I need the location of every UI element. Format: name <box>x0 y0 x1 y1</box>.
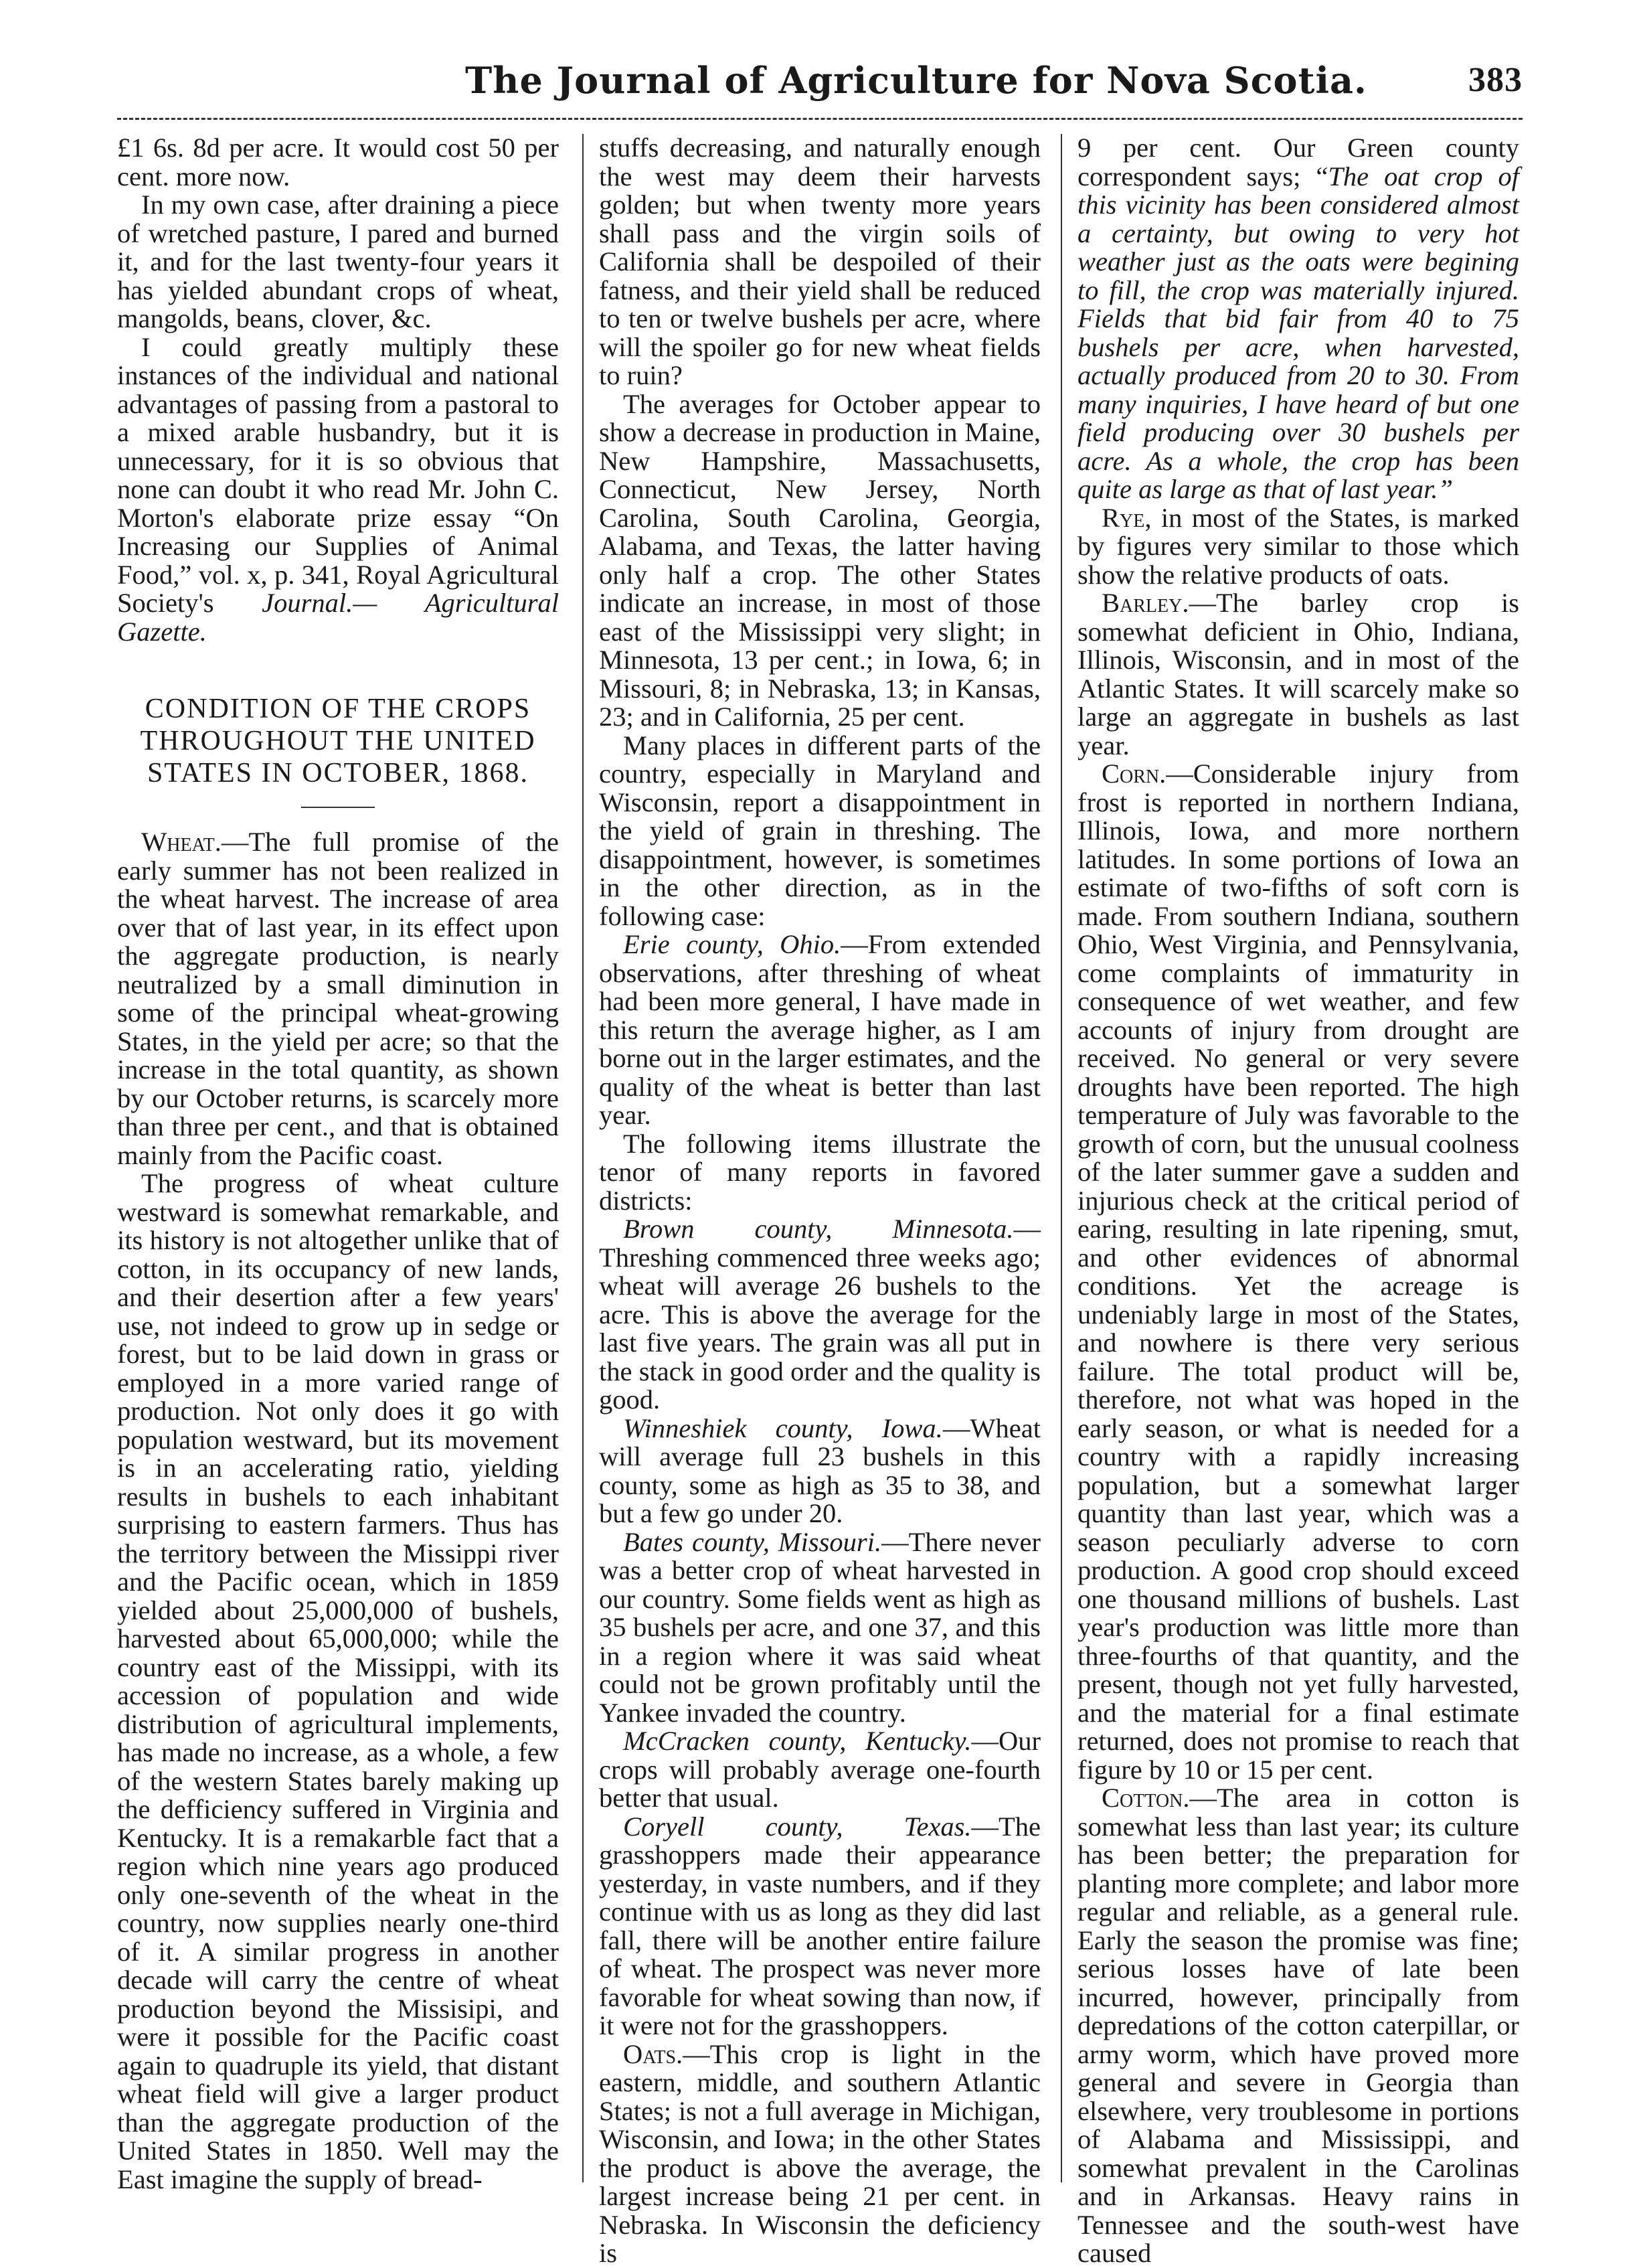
run-in-heading: Corn. <box>1102 758 1166 789</box>
paragraph <box>117 828 559 1169</box>
paragraph: Many places in different parts of the country, especially in Maryland and Wisconsin, report a disappointment in the yield of grain in threshing. The disappointment, however, is sometimes in the other direction, as in the following case: <box>599 732 1041 931</box>
paragraph-text: I could greatly multiply these instances of the individual and national advantages of passing from a pastoral to a mixed arable husbandry, but it is unnecessary, for it is so obvious that none can doubt it who read Mr. John C. Morton's elaborate prize essay “On Increasing our Supplies of Animal Food,” vol. x, p. 341, Royal Agricultural Society's <box>117 332 559 619</box>
paragraph: In my own case, after draining a piece of wretched pasture, I pared and burned it, and for the last twenty-four years it has yielded abundant crops of wheat, mangolds, beans, clover, &c. <box>117 191 559 333</box>
column-2 <box>599 134 1041 2182</box>
county-report <box>599 930 1041 1130</box>
report-text: —Threshing commenced three weeks ago; wheat will average 26 bushels to the acre. This is above the average for the last five years. The grain was all put in the stack in good order and the quality is good. <box>599 1214 1041 1414</box>
county-report <box>599 1528 1041 1728</box>
county-name: McCracken county, Kentucky. <box>623 1726 972 1756</box>
report-text: —Wheat will average full 23 bushels in this county, some as high as 35 to 38, and but a few go under 20. <box>599 1413 1041 1529</box>
paragraph-text: in most of the States, is marked by figures very similar to those which show the relative products of oats. <box>1077 503 1519 590</box>
paragraph-text: —Considerable injury from frost is reported in northern Indiana, Illinois, Iowa, and more northern latitudes. In some portions of Iowa an estimate of two-fifths of soft corn is made. From southern Indiana, southern Ohio, West Virginia, and Pennsylvania, come complaints of immaturity in consequence of wet weather, and few accounts of injury from drought are received. No general or very severe droughts have been reported. The high temperature of July was favorable to the growth of corn, but the unusual coolness of the later summer gave a sudden and injurious check at the critical period of earing, resulting in late ripening, smut, and other evidences of abnormal conditions. Yet the acreage is undeniably large in most of the States, and nowhere is there very serious failure. The total product will be, therefore, not what was hoped in the early season, or what is needed for a country with a rapidly increasing population, but a somewhat larger quantity than last year, which was a season peculiarly adverse to corn production. A good crop should exceed one thousand millions of bushels. Last year's production was little more than three-fourths of that quantity, and the present, though not yet fully harvested, and the material for a final estimate returned, does not promise to reach that figure by 10 or 15 per cent. <box>1077 758 1519 1785</box>
paragraph-text: 9 per cent. Our Green county correspondent says; “ <box>1077 133 1519 191</box>
county-name: Erie county, Ohio. <box>623 929 841 959</box>
paragraph: The progress of wheat culture westward is somewhat remarkable, and its history is not altogether unlike that of cotton, in its occupancy of new lands, and their desertion after a few years' use, not indeed to grow up in sedge or forest, but to be laid down in grass or employed in a more varied range of production. Not only does it go with population westward, but its movement is in an accelerating ratio, yielding results in bushels to each inhabitant surprising to eastern farmers. Thus has the territory between the Missippi river and the Pacific ocean, which in 1859 yielded about 25,000,000 of bushels, harvested about 65,000,000; while the country east of the Missippi, with its accession of population and wide distribution of agricultural implements, has made no increase, as a whole, a few of the western States barely making up the defficiency suffered in Virginia and Kentucky. It is a remakarble fact that a region which nine years ago produced only one-seventh of the wheat in the country, now supplies nearly one-third of it. A similar progress in another decade will carry the centre of wheat production beyond the Missisipi, and were it possible for the Pacific coast again to quadruple its yield, that distant wheat field will give a larger product than the aggregate production of the United States in 1850. Well may the East imagine the supply of bread- <box>117 1169 559 2194</box>
county-report <box>599 1727 1041 1813</box>
column-3 <box>1077 134 1519 2182</box>
report-text: —From extended observations, after threshing of wheat had been more general, I have made in this return the average higher, as I am borne out in the larger estimates, and the quality of the wheat is better than last year. <box>599 929 1041 1130</box>
county-report <box>599 1813 1041 2040</box>
paragraph-text: —The full promise of the early summer has not been realized in the wheat harvest. The increase of area over that of last year, in its effect upon the aggregate production, is nearly neutralized by a small diminution in some of the principal wheat-growing States, in the yield per acre; so that the increase in the total quantity, as shown by our October returns, is scarcely more than three per cent., and that is obtained mainly from the Pacific coast. <box>117 827 559 1170</box>
paragraph <box>1077 589 1519 760</box>
county-name: Coryell county, Texas. <box>623 1811 972 1842</box>
run-in-heading: Wheat. <box>141 827 222 857</box>
paragraph-text: —The area in cotton is somewhat less than last year; its culture has been better; the preparation for planting more complete; and labor more regular and reliable, as a general rule. Early the season the promise was fine; serious losses have of late been incurred, however, principally from depredations of the cotton caterpillar, or army worm, which have proved more general and severe in Georgia than elsewhere, very troublesome in portions of Alabama and Mississippi, and somewhat prevalent in the Carolinas and in Arkansas. Heavy rains in Tennessee and the south-west have caused <box>1077 1783 1519 2268</box>
page-number: 383 <box>1468 60 1523 100</box>
page-header <box>117 59 1523 112</box>
county-name: Brown county, Minnesota. <box>623 1214 1014 1244</box>
county-name: Winneshiek county, Iowa. <box>623 1413 943 1443</box>
article-title: CONDITION OF THE CROPS THROUGHOUT THE UNITED STATES IN OCTOBER, 1868. <box>117 693 559 789</box>
paragraph <box>599 2040 1041 2268</box>
column-1 <box>117 134 559 2182</box>
run-in-heading: Rye, <box>1102 503 1151 533</box>
paragraph <box>1077 504 1519 590</box>
source-citation: Agricultural Gazette. <box>117 588 559 647</box>
county-report <box>599 1215 1041 1414</box>
paragraph <box>1077 1784 1519 2268</box>
paragraph: The averages for October appear to show a decrease in production in Maine, New Hampshire, Massachusetts, Connecticut, New Jersey, North Carolina, South Carolina, Georgia, Alabama, and Texas, the latter having only half a crop. The other States indicate an increase, in most of those east of the Mississippi very slight; in Minnesota, 13 per cent.; in Iowa, 6; in Missouri, 8; in Nebraska, 13; in Kansas, 23; and in California, 25 per cent. <box>599 390 1041 732</box>
run-in-heading: Cotton. <box>1102 1783 1190 1813</box>
paragraph: The following items illustrate the tenor of many reports in favored districts: <box>599 1130 1041 1216</box>
paragraph <box>1077 134 1519 504</box>
paragraph <box>1077 760 1519 1784</box>
paragraph: stuffs decreasing, and naturally enough the west may deem their harvests golden; but when twenty more years shall pass and the virgin soils of California shall be despoiled of their fatness, and their yield shall be reduced to ten or twelve bushels per acre, where will the spoiler go for new wheat fields to ruin? <box>599 134 1041 390</box>
report-text: —There never was a better crop of wheat harvested in our country. Some fields went as high as 35 bushels per acre, and one 37, and this in a region where it was said wheat could not be grown profitably until the Yankee invaded the country. <box>599 1527 1041 1728</box>
paragraph: £1 6s. 8d per acre. It would cost 50 per cent. more now. <box>117 134 559 191</box>
paragraph-text: —This crop is light in the eastern, middle, and southern Atlantic States; is not a full average in Michigan, Wisconsin, and Iowa; in the other States the product is above the average, the largest increase being 21 per cent. in Nebraska. In Wisconsin the deficiency is <box>599 2039 1041 2268</box>
county-name: Bates county, Missouri. <box>623 1527 881 1557</box>
paragraph <box>117 333 559 647</box>
report-text: —The grasshoppers made their appearance yesterday, in vaste numbers, and if they continue with us as long as they did last fall, there will be another entire failure of wheat. The prospect was never more favorable for wheat sowing than now, if it were not for the grasshoppers. <box>599 1811 1041 2041</box>
journal-reference: Journal.— <box>262 588 377 618</box>
header-rule <box>117 118 1523 120</box>
title-rule <box>301 807 375 808</box>
paragraph-text: —The barley crop is somewhat deficient in Ohio, Indiana, Illinois, Wisconsin, and in most of the Atlantic States. It will scarcely make so large an aggregate in bushels as last year. <box>1077 588 1519 760</box>
report-text: —Our crops will probably average one-fourth better that usual. <box>599 1726 1041 1813</box>
column-rule-2 <box>1061 134 1062 2182</box>
column-rule-1 <box>582 134 584 2182</box>
journal-title: The Journal of Agriculture for Nova Scotia. <box>465 59 1335 102</box>
run-in-heading: Oats. <box>623 2039 683 2069</box>
quoted-report: The oat crop of this vicinity has been considered almost a certainty, but owing to very hot weather just as the oats were begining to fill, the crop was materially injured. Fields that bid fair from 40 to 75 bushels per acre, when harvested, actually produced from 20 to 30. From many inquiries, I have heard of but one field producing over 30 bushels per acre. As a whole, the crop has been quite as large as that of last year.” <box>1077 161 1519 505</box>
county-report <box>599 1414 1041 1528</box>
run-in-heading: Barley. <box>1102 588 1189 618</box>
